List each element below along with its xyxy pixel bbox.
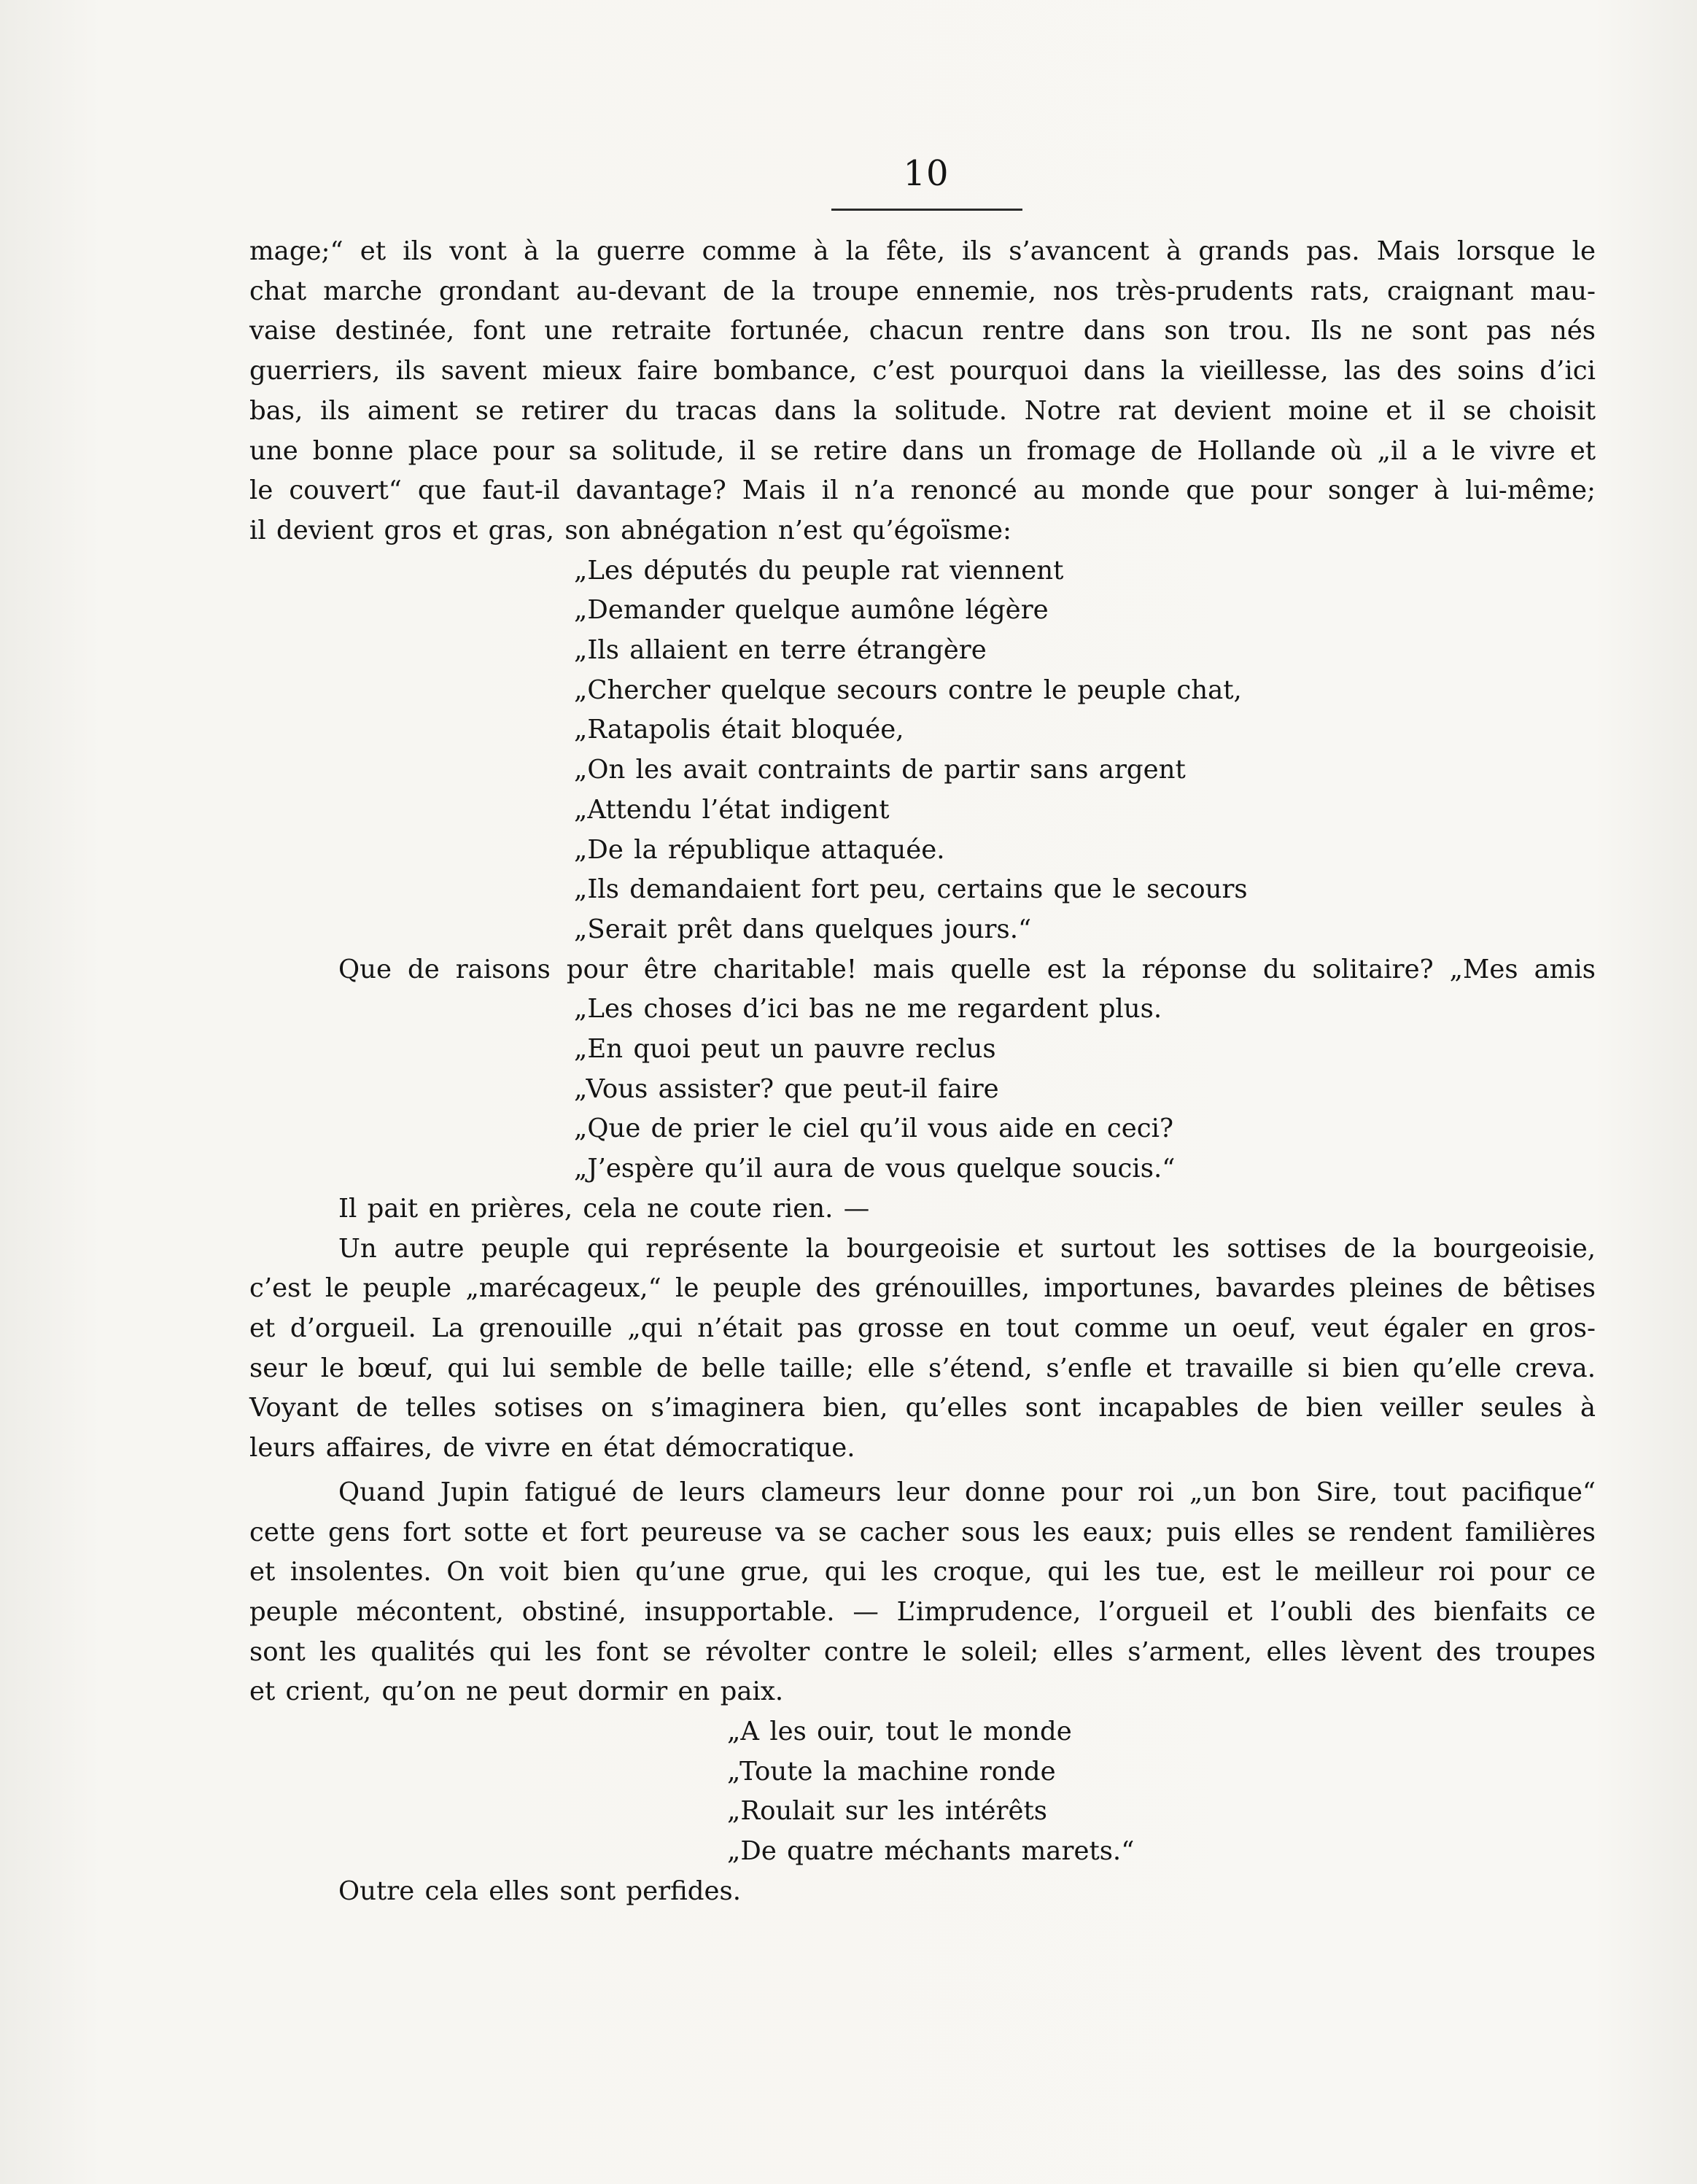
text-line: „Chercher quelque secours contre le peuple chat, [574,675,1242,705]
text-line: „Roulait sur les intérêts [727,1796,1047,1827]
text-line: „Les députés du peuple rat viennent [574,555,1064,586]
text-line: mage;“ et ils vont à la guerre comme à la fête, ils s’avancent à grands pas. Mais lorsque le [249,236,1596,266]
text-line: il devient gros et gras, son abnégation n’est qu’égoïsme: [249,515,1011,545]
text-line: „Vous assister? que peut-il faire [574,1073,999,1104]
text-line: „De quatre méchants marets.“ [727,1836,1135,1867]
page-number: 10 [903,153,950,194]
text-line: bas, ils aiment se retirer du tracas dans la solitude. Notre rat devient moine et il se choisit [249,395,1596,426]
text-line: peuple mécontent, obstiné, insupportable. — L’imprudence, l’orgueil et l’oubli des bienfaits ce [249,1596,1596,1627]
text-line: Quand Jupin fatigué de leurs clameurs leur donne pour roi „un bon Sire, tout pacifique“ [338,1477,1596,1507]
text-line: seur le bœuf, qui lui semble de belle taille; elle s’étend, s’enfle et travaille si bien qu’elle creva. [249,1353,1596,1383]
text-line: „Demander quelque aumône légère [574,595,1049,626]
text-line: et d’orgueil. La grenouille „qui n’était pas grosse en tout comme un oeuf, veut égaler en gros- [249,1313,1596,1343]
text-line: cette gens fort sotte et fort peureuse va se cacher sous les eaux; puis elles se rendent familières [249,1517,1596,1547]
text-line: et crient, qu’on ne peut dormir en paix. [249,1676,784,1707]
body-text [249,232,1596,1912]
text-line: Un autre peuple qui représente la bourgeoisie et surtout les sottises de la bourgeoisie, [338,1233,1596,1264]
text-line: „En quoi peut un pauvre reclus [574,1034,996,1065]
text-line: „Ils allaient en terre étrangère [574,635,987,666]
text-line: „De la république attaquée. [574,834,945,865]
text-line: „Ratapolis était bloquée, [574,715,904,745]
text-line: „Toute la machine ronde [727,1756,1056,1787]
text-line: une bonne place pour sa solitude, il se retire dans un fromage de Hollande où „il a le vivre et [249,435,1596,466]
text-line: Voyant de telles sotises on s’imaginera bien, qu’elles sont incapables de bien veiller seules à [249,1393,1596,1423]
text-line: et insolentes. On voit bien qu’une grue, qui les croque, qui les tue, est le meilleur roi pour ce [249,1557,1596,1588]
text-line: „On les avait contraints de partir sans argent [574,755,1186,785]
text-line: „Serait prêt dans quelques jours.“ [574,914,1032,944]
text-line: „Que de prier le ciel qu’il vous aide en ceci? [574,1114,1174,1144]
text-line: Outre cela elles sont perfides. [338,1876,742,1906]
text-line: „Attendu l’état indigent [574,794,890,825]
text-line: chat marche grondant au-devant de la troupe ennemie, nos très-prudents rats, craignant mau- [249,276,1596,306]
text-line: guerriers, ils savent mieux faire bombance, c’est pourquoi dans la vieillesse, las des soins d’ici [249,356,1596,386]
text-line: le couvert“ que faut-il davantage? Mais il n’a renoncé au monde que pour songer à lui-même; [249,475,1596,506]
text-line: sont les qualités qui les font se révolter contre le soleil; elles s’arment, elles lèvent des troupes [249,1636,1596,1667]
text-line: „J’espère qu’il aura de vous quelque soucis.“ [574,1154,1176,1184]
text-line: „Ils demandaient fort peu, certains que le secours [574,874,1248,905]
text-line: Il pait en prières, cela ne coute rien. — [338,1193,870,1224]
text-line: leurs affaires, de vivre en état démocratique. [249,1433,855,1464]
text-line: Que de raisons pour être charitable! mais quelle est la réponse du solitaire? „Mes amis [338,954,1596,984]
page-number-rule [831,209,1022,211]
text-line: vaise destinée, font une retraite fortunée, chacun rentre dans son trou. Ils ne sont pas nés [249,316,1596,346]
text-line: „A les ouir, tout le monde [727,1717,1072,1747]
text-line: c’est le peuple „marécageux,“ le peuple des grénouilles, importunes, bavardes pleines de bêtises [249,1273,1596,1304]
text-line: „Les choses d’ici bas ne me regardent plus. [574,994,1162,1025]
